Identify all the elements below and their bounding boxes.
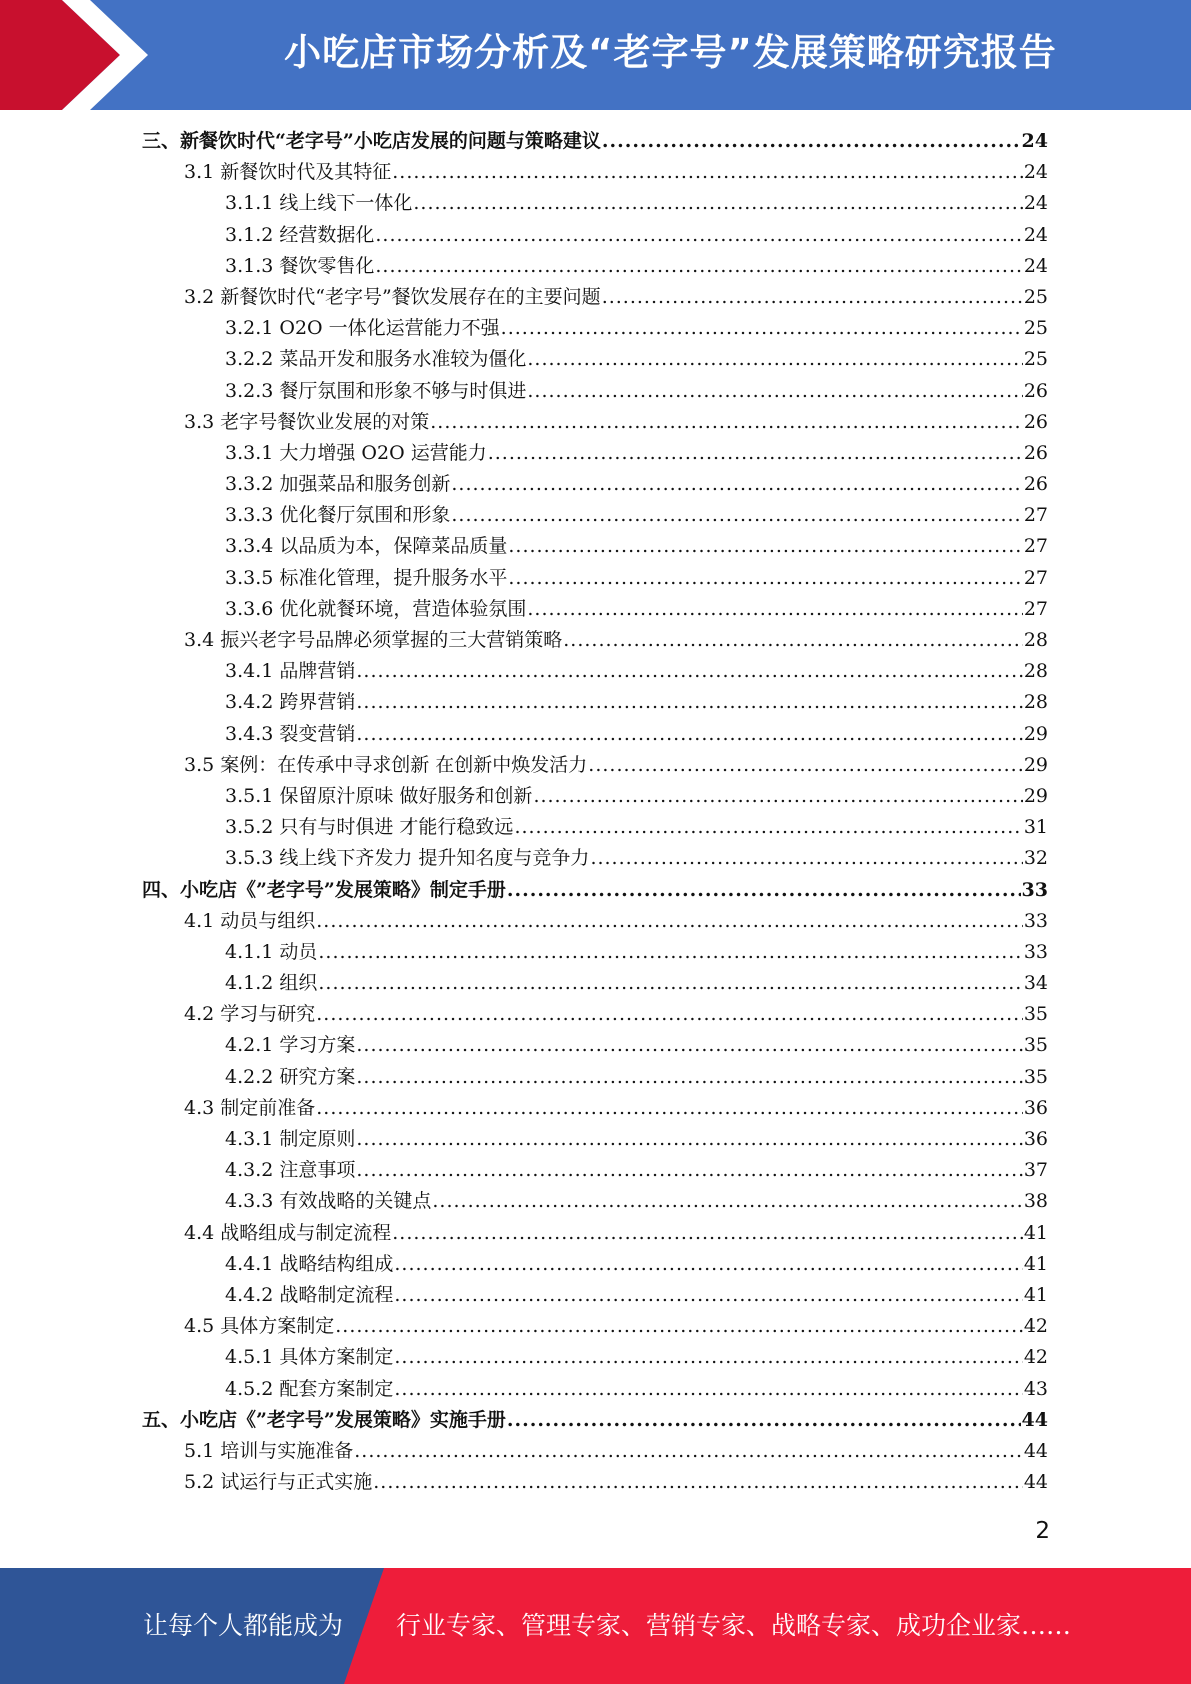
toc-entry[interactable]	[142, 1093, 1048, 1124]
toc-entry-page: 24	[1023, 161, 1048, 184]
toc-dot-leader	[430, 407, 1023, 438]
toc-entry[interactable]	[142, 875, 1048, 906]
toc-dot-leader	[356, 719, 1022, 750]
toc-entry-page: 38	[1023, 1190, 1048, 1213]
toc-entry-page: 33	[1021, 878, 1048, 901]
toc-entry-title: 3.5.1 保留原汁原味 做好服务和创新	[225, 784, 533, 807]
toc-entry[interactable]	[142, 1436, 1048, 1467]
toc-entry[interactable]	[142, 188, 1048, 219]
toc-entry-title: 三、新餐饮时代“老字号”小吃店发展的问题与策略建议	[142, 130, 601, 152]
toc-entry[interactable]	[142, 469, 1048, 500]
toc-entry-title: 3.3.3 优化餐厅氛围和形象	[225, 504, 451, 527]
toc-dot-leader	[590, 843, 1022, 874]
toc-entry-page: 27	[1023, 597, 1048, 620]
toc-dot-leader	[316, 906, 1023, 937]
toc-entry-page: 41	[1023, 1221, 1048, 1244]
toc-entry-title: 4.1.2 组织	[225, 972, 318, 995]
toc-dot-leader	[413, 188, 1022, 219]
toc-entry-title: 4.4.1 战略结构组成	[225, 1252, 394, 1275]
toc-entry[interactable]	[142, 126, 1048, 157]
toc-dot-leader	[602, 282, 1023, 313]
toc-entry-title: 4.2.2 研究方案	[225, 1065, 356, 1088]
toc-entry[interactable]	[142, 251, 1048, 282]
toc-entry-title: 3.1.1 线上线下一体化	[225, 192, 413, 215]
toc-dot-leader	[356, 1062, 1022, 1093]
toc-entry-page: 25	[1023, 317, 1048, 340]
toc-dot-leader	[507, 875, 1021, 906]
toc-entry-title: 4.4.2 战略制定流程	[225, 1283, 394, 1306]
toc-entry[interactable]	[142, 344, 1048, 375]
toc-entry[interactable]	[142, 376, 1048, 407]
toc-entry-title: 3.2 新餐饮时代“老字号”餐饮发展存在的主要问题	[184, 285, 601, 308]
toc-entry-title: 5.2 试运行与正式实施	[184, 1471, 373, 1494]
toc-dot-leader	[356, 1030, 1022, 1061]
toc-entry[interactable]	[142, 687, 1048, 718]
toc-entry-page: 27	[1023, 535, 1048, 558]
toc-entry-page: 25	[1023, 348, 1048, 371]
toc-entry-page: 26	[1023, 473, 1048, 496]
footer-slogan-left: 让每个人都能成为	[143, 1611, 344, 1640]
toc-entry-title: 4.4 战略组成与制定流程	[184, 1221, 392, 1244]
toc-entry[interactable]	[142, 843, 1048, 874]
toc-dot-leader	[533, 781, 1022, 812]
toc-dot-leader	[508, 563, 1022, 594]
toc-dot-leader	[451, 500, 1022, 531]
toc-entry-page: 44	[1023, 1439, 1048, 1462]
toc-entry-page: 42	[1023, 1315, 1048, 1338]
toc-entry-title: 4.3.3 有效战略的关键点	[225, 1190, 432, 1213]
toc-entry[interactable]	[142, 1405, 1048, 1436]
toc-dot-leader	[527, 376, 1022, 407]
toc-dot-leader	[508, 531, 1022, 562]
toc-dot-leader	[392, 157, 1023, 188]
toc-entry-page: 29	[1023, 722, 1048, 745]
toc-entry-title: 3.4 振兴老字号品牌必须掌握的三大营销策略	[184, 629, 563, 651]
toc-entry-page: 35	[1023, 1034, 1048, 1057]
toc-entry-page: 26	[1023, 441, 1048, 464]
toc-dot-leader	[394, 1249, 1022, 1280]
toc-entry-title: 3.5 案例：在传承中寻求创新 在创新中焕发活力	[184, 753, 588, 776]
toc-entry-page: 36	[1023, 1096, 1048, 1119]
toc-entry-page: 32	[1023, 847, 1048, 870]
page-footer	[0, 1568, 1191, 1684]
toc-dot-leader	[316, 1093, 1023, 1124]
toc-entry[interactable]	[142, 719, 1048, 750]
toc-entry-page: 26	[1023, 379, 1048, 402]
footer-slogan-right: 行业专家、管理专家、营销专家、战略专家、成功企业家……	[396, 1611, 1072, 1640]
toc-entry-page: 28	[1023, 691, 1048, 714]
toc-entry-title: 3.3.5 标准化管理，提升服务水平	[225, 566, 508, 589]
toc-entry-title: 3.4.3 裂变营销	[225, 722, 356, 745]
toc-entry-page: 44	[1021, 1408, 1048, 1431]
toc-entry[interactable]	[142, 625, 1048, 656]
toc-entry-page: 29	[1023, 784, 1048, 807]
toc-entry[interactable]	[142, 781, 1048, 812]
toc-dot-leader	[527, 594, 1022, 625]
toc-entry-title: 3.5.2 只有与时俱进 才能行稳致远	[225, 816, 514, 839]
toc-entry-title: 4.5.2 配套方案制定	[225, 1377, 394, 1400]
toc-entry[interactable]	[142, 438, 1048, 469]
toc-dot-leader	[602, 126, 1021, 157]
toc-dot-leader	[527, 344, 1022, 375]
toc-dot-leader	[563, 625, 1023, 656]
toc-entry-page: 31	[1023, 816, 1048, 839]
toc-entry-title: 4.3 制定前准备	[184, 1096, 316, 1119]
toc-entry-page: 43	[1023, 1377, 1048, 1400]
toc-entry-page: 35	[1023, 1003, 1048, 1026]
toc-entry[interactable]	[142, 1342, 1048, 1373]
toc-entry-page: 41	[1023, 1252, 1048, 1275]
toc-dot-leader	[588, 750, 1023, 781]
toc-dot-leader	[373, 1467, 1023, 1498]
toc-entry-page: 24	[1023, 254, 1048, 277]
toc-entry-page: 24	[1023, 223, 1048, 246]
toc-entry[interactable]	[142, 1280, 1048, 1311]
toc-entry-title: 3.3 老字号餐饮业发展的对策	[184, 410, 430, 433]
toc-entry-title: 4.1 动员与组织	[184, 909, 316, 932]
toc-entry[interactable]	[142, 220, 1048, 251]
toc-entry[interactable]	[142, 1218, 1048, 1249]
toc-entry[interactable]	[142, 1249, 1048, 1280]
toc-entry-title: 4.1.1 动员	[225, 940, 318, 963]
toc-entry[interactable]	[142, 157, 1048, 188]
toc-entry-title: 5.1 培训与实施准备	[184, 1439, 354, 1462]
toc-entry[interactable]	[142, 1124, 1048, 1155]
toc-entry-title: 4.5 具体方案制定	[184, 1315, 335, 1338]
toc-dot-leader	[318, 968, 1022, 999]
table-of-contents	[142, 126, 1048, 1498]
toc-entry[interactable]	[142, 1155, 1048, 1186]
toc-entry[interactable]	[142, 1186, 1048, 1217]
toc-entry-title: 四、小吃店《”老字号”发展策略》制定手册	[142, 878, 506, 901]
toc-entry-title: 3.4.2 跨界营销	[225, 691, 356, 714]
toc-entry[interactable]	[142, 531, 1048, 562]
toc-dot-leader	[394, 1342, 1022, 1373]
toc-entry-title: 3.3.2 加强菜品和服务创新	[225, 473, 451, 496]
toc-entry[interactable]	[142, 968, 1048, 999]
toc-entry-page: 37	[1023, 1159, 1048, 1182]
toc-entry-title: 3.3.1 大力增强 O2O 运营能力	[225, 441, 487, 464]
toc-dot-leader	[394, 1374, 1022, 1405]
toc-entry-page: 42	[1023, 1346, 1048, 1369]
toc-entry[interactable]	[142, 812, 1048, 843]
toc-entry-page: 34	[1023, 972, 1048, 995]
toc-dot-leader	[432, 1186, 1022, 1217]
toc-entry[interactable]	[142, 407, 1048, 438]
toc-entry-title: 3.1.2 经营数据化	[225, 223, 375, 246]
page-number: 2	[1035, 1518, 1050, 1544]
toc-entry[interactable]	[142, 937, 1048, 968]
toc-dot-leader	[356, 687, 1022, 718]
toc-entry-title: 3.5.3 线上线下齐发力 提升知名度与竞争力	[225, 847, 590, 870]
toc-entry-title: 五、小吃店《”老字号”发展策略》实施手册	[142, 1408, 506, 1431]
toc-entry[interactable]	[142, 1311, 1048, 1342]
toc-entry-page: 36	[1023, 1128, 1048, 1150]
toc-dot-leader	[316, 999, 1023, 1030]
toc-entry-title: 3.1.3 餐饮零售化	[225, 254, 375, 277]
page-header	[0, 0, 1191, 110]
toc-dot-leader	[356, 1124, 1022, 1155]
toc-entry-title: 4.2.1 学习方案	[225, 1034, 356, 1057]
toc-dot-leader	[392, 1218, 1023, 1249]
toc-entry-page: 41	[1023, 1283, 1048, 1306]
toc-dot-leader	[507, 1405, 1021, 1436]
toc-entry-title: 3.3.6 优化就餐环境，营造体验氛围	[225, 597, 527, 620]
toc-entry-title: 3.2.3 餐厅氛围和形象不够与时俱进	[225, 379, 527, 402]
toc-entry[interactable]	[142, 1374, 1048, 1405]
toc-entry[interactable]	[142, 656, 1048, 687]
toc-entry-page: 33	[1023, 940, 1048, 963]
toc-entry[interactable]	[142, 1062, 1048, 1093]
toc-entry-page: 24	[1023, 192, 1048, 215]
toc-entry[interactable]	[142, 1467, 1048, 1498]
toc-entry-page: 35	[1023, 1065, 1048, 1088]
toc-entry-page: 27	[1023, 566, 1048, 589]
toc-entry-page: 33	[1023, 909, 1048, 932]
toc-entry-title: 4.3.1 制定原则	[225, 1128, 356, 1150]
toc-entry[interactable]	[142, 750, 1048, 781]
toc-entry-title: 3.2.1 O2O 一体化运营能力不强	[225, 317, 500, 340]
toc-entry-page: 29	[1023, 753, 1048, 776]
toc-entry-page: 28	[1023, 660, 1048, 683]
toc-entry[interactable]	[142, 500, 1048, 531]
toc-dot-leader	[514, 812, 1022, 843]
toc-entry-title: 3.2.2 菜品开发和服务水准较为僵化	[225, 348, 527, 371]
document-title: 小吃店市场分析及“老字号”发展策略研究报告	[284, 31, 1057, 74]
toc-entry[interactable]	[142, 313, 1048, 344]
toc-dot-leader	[375, 220, 1022, 251]
toc-dot-leader	[394, 1280, 1022, 1311]
toc-entry-page: 28	[1023, 629, 1048, 651]
toc-dot-leader	[318, 937, 1022, 968]
toc-dot-leader	[335, 1311, 1023, 1342]
toc-dot-leader	[356, 656, 1022, 687]
toc-dot-leader	[501, 313, 1023, 344]
toc-entry[interactable]	[142, 563, 1048, 594]
toc-dot-leader	[488, 438, 1023, 469]
toc-entry-title: 3.4.1 品牌营销	[225, 660, 356, 683]
toc-dot-leader	[356, 1155, 1022, 1186]
toc-entry[interactable]	[142, 1030, 1048, 1061]
toc-entry-title: 3.3.4 以品质为本，保障菜品质量	[225, 535, 508, 558]
toc-entry-page: 44	[1023, 1471, 1048, 1494]
toc-dot-leader	[451, 469, 1022, 500]
toc-entry-page: 27	[1023, 504, 1048, 527]
toc-entry-page: 26	[1023, 410, 1048, 433]
toc-dot-leader	[354, 1436, 1023, 1467]
toc-entry[interactable]	[142, 594, 1048, 625]
toc-entry-page: 25	[1023, 285, 1048, 308]
toc-entry[interactable]	[142, 282, 1048, 313]
toc-entry[interactable]	[142, 999, 1048, 1030]
toc-entry[interactable]	[142, 906, 1048, 937]
toc-dot-leader	[375, 251, 1022, 282]
toc-entry-page: 24	[1021, 130, 1048, 152]
toc-entry-title: 4.2 学习与研究	[184, 1003, 316, 1026]
toc-entry-title: 4.3.2 注意事项	[225, 1159, 356, 1182]
toc-entry-title: 4.5.1 具体方案制定	[225, 1346, 394, 1369]
toc-entry-title: 3.1 新餐饮时代及其特征	[184, 161, 392, 184]
